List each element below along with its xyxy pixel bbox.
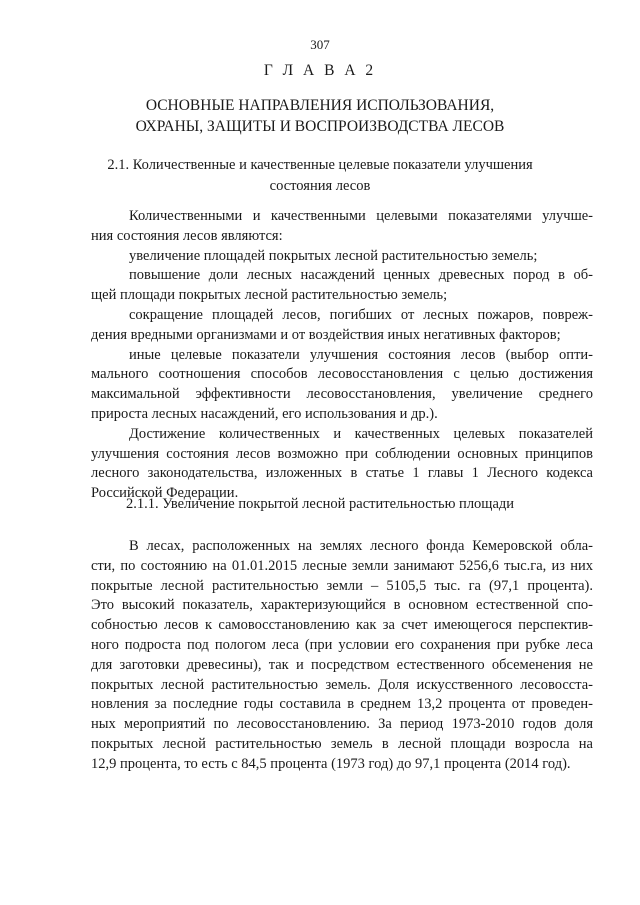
text-line: покрытых лесной растительностью земель в лесной площади возросла на — [91, 735, 593, 752]
chapter-title-line: ОХРАНЫ, ЗАЩИТЫ И ВОСПРОИЗВОДСТВА ЛЕСОВ — [135, 118, 505, 135]
text-line: Российской Федерации. — [91, 485, 239, 502]
chapter-title-line: ОСНОВНЫЕ НАПРАВЛЕНИЯ ИСПОЛЬЗОВАНИЯ, — [145, 97, 495, 114]
chapter-heading: Г Л А В А 2 — [263, 62, 377, 79]
text-line: лесного законодательства, изложенных в статье 1 главы 1 Лесного кодекса — [91, 465, 593, 482]
text-line: дения вредными организмами и от воздействия иных негативных факторов; — [91, 326, 561, 343]
text-line: для заготовки древесины), так и посредством естественного обсеменения не — [91, 656, 593, 673]
text-line: сокращение площадей лесов, погибших от лесных пожаров, повреж- — [129, 306, 593, 323]
text-line: улучшения состояния лесов возможно при соблюдении основных принципов — [91, 445, 593, 462]
section-body-text — [91, 207, 593, 504]
text-line: ного подроста под пологом леса (при условии его сохранения при рубке леса — [91, 636, 593, 653]
text-line: увеличение площадей покрытых лесной растительностью земель; — [129, 247, 538, 264]
section-heading-line: состояния лесов — [269, 178, 371, 194]
section-heading-line: 2.1. Количественные и качественные целевые показатели улучшения — [107, 157, 533, 173]
text-line: ния состояния лесов являются: — [91, 227, 283, 244]
subsection-body-text — [91, 537, 593, 775]
text-line: иные целевые показатели улучшения состояния лесов (выбор опти- — [129, 346, 593, 363]
text-line: новления за последние годы составила в среднем 13,2 процента от проведен- — [91, 696, 593, 713]
text-line: покрытых лесной растительностью земель. Доля искусственного лесовосста- — [91, 676, 593, 693]
text-line: Достижение количественных и качественных целевых показателей — [129, 425, 593, 442]
text-line: мального соотношения способов лесовосстановления с целью достижения — [91, 366, 593, 383]
subsection-heading: 2.1.1. Увеличение покрытой лесной растительностью площади — [125, 496, 515, 512]
chapter-title — [0, 95, 640, 137]
text-line: 12,9 процента, то есть с 84,5 процента (1973 год) до 97,1 процента (2014 год). — [91, 755, 571, 772]
text-line: В лесах, расположенных на землях лесного фонда Кемеровской обла- — [129, 538, 593, 554]
text-line: максимальной эффективности лесовосстановления, увеличение среднего — [91, 386, 593, 403]
text-line: Количественными и качественными целевыми показателями улучше- — [129, 208, 593, 224]
section-heading — [0, 155, 640, 197]
text-line: сти, по состоянию на 01.01.2015 лесные земли занимают 5256,6 тыс.га, из них — [91, 557, 593, 574]
page-number: 307 — [310, 37, 330, 52]
text-line: прироста лесных насаждений, его использования и др.). — [91, 405, 438, 422]
text-line: щей площади покрытых лесной растительностью земель; — [91, 287, 448, 304]
text-line: покрытые лесной растительностью земли – 5105,5 тыс. га (97,1 процента). — [91, 577, 593, 594]
text-line: повышение доли лесных насаждений ценных древесных пород в об- — [129, 267, 593, 284]
text-line: ных мероприятий по лесовосстановлению. За период 1973-2010 годов доля — [91, 716, 593, 733]
text-line: собностью лесов к самовосстановлению как за счет имеющегося перспектив- — [91, 617, 593, 634]
text-line: Это высокий показатель, характеризующийся в основном естественной спо- — [91, 597, 593, 614]
